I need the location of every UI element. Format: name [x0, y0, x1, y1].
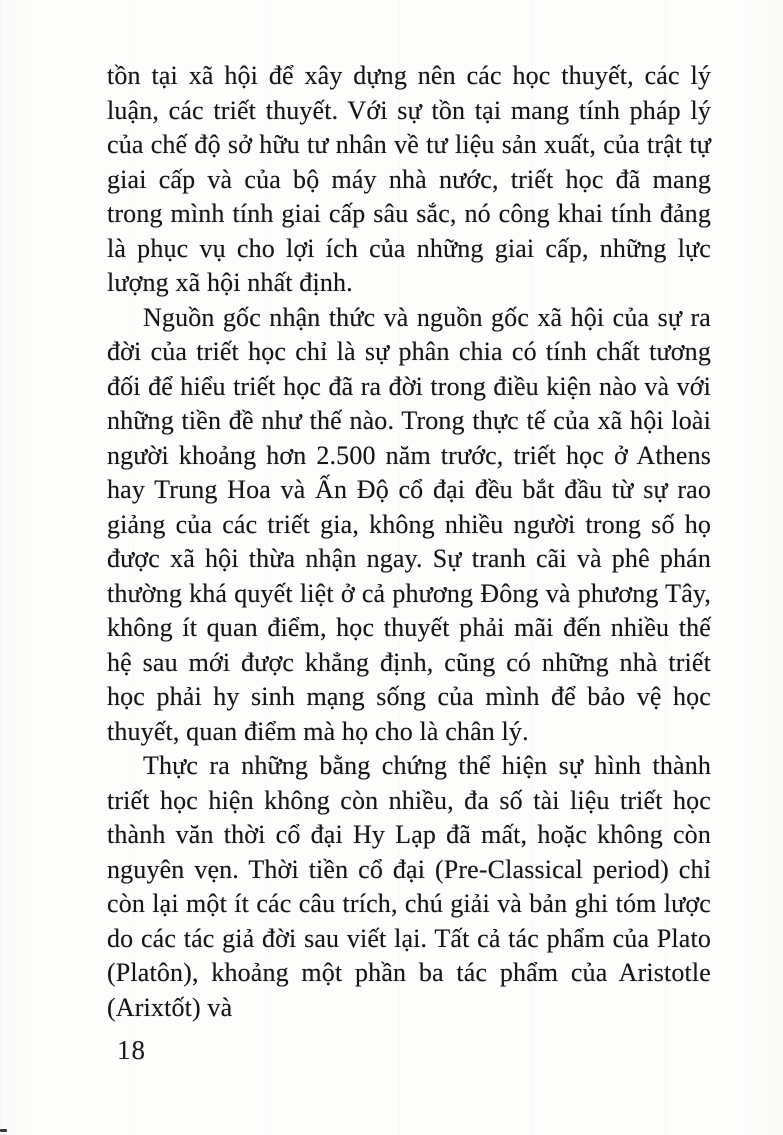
paragraph: Nguồn gốc nhận thức và nguồn gốc xã hội của sự ra đời của triết học chỉ là sự phân chia có tính chất tương đối để hiểu triết học đã ra đời trong điều kiện nào và với những tiền đề như thế nào. Trong thực tế của xã hội loài người khoảng hơn 2.500 năm trước, triết học ở Athens hay Trung Hoa và Ấn Độ cổ đại đều bắt đầu từ sự rao giảng của các triết gia, không nhiều người trong số họ được xã hội thừa nhận ngay. Sự tranh cãi và phê phán thường khá quyết liệt ở cả phương Đông và phương Tây, không ít quan điểm, học thuyết phải mãi đến nhiều thế hệ sau mới được khẳng định, cũng có những nhà triết học phải hy sinh mạng sống của mình để bảo vệ học thuyết, quan điểm mà họ cho là chân lý.: [107, 302, 711, 746]
page-text-block: [107, 59, 711, 1025]
paragraph: Thực ra những bằng chứng thể hiện sự hình thành triết học hiện không còn nhiều, đa số tài liệu triết học thành văn thời cổ đại Hy Lạp đã mất, hoặc không còn nguyên vẹn. Thời tiền cổ đại (Pre-Classical period) chỉ còn lại một ít các câu trích, chú giải và bản ghi tóm lược do các tác giả đời sau viết lại. Tất cả tác phẩm của Plato (Platôn), khoảng một phần ba tác phẩm của Aristotle (Arixtốt) và: [107, 751, 711, 1022]
page-number: 18: [117, 1035, 146, 1065]
scan-artifact: [0, 1129, 7, 1132]
paragraph-continued-from-previous-page: tồn tại xã hội để xây dựng nên các học thuyết, các lý luận, các triết thuyết. Với sự tồn tại mang tính pháp lý của chế độ sở hữu tư nhân về tư liệu sản xuất, của trật tự giai cấp và của bộ máy nhà nước, triết học đã mang trong mình tính giai cấp sâu sắc, nó công khai tính đảng là phục vụ cho lợi ích của những giai cấp, những lực lượng xã hội nhất định.: [107, 61, 711, 297]
